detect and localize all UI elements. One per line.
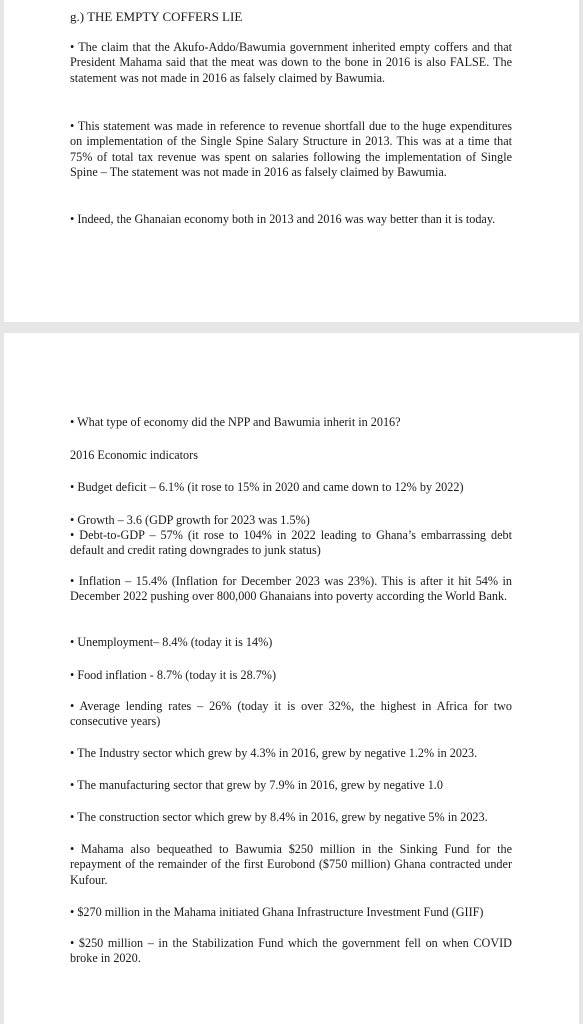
indicator-item: • Mahama also bequeathed to Bawumia $250 million in the Sinking Fund for the repayment of the remainder of the first Eurobond ($750 million) Ghana contracted under Kufour. [70, 842, 512, 887]
bullet-paragraph: • The claim that the Akufo-Addo/Bawumia government inherited empty coffers and that President Mahama said that the meat was down to the bone in 2016 is also FALSE. The statement was not made in 2016 as falsely claimed by Bawumia. [70, 40, 512, 85]
document-page-2 [4, 333, 579, 1024]
question-text: • What type of economy did the NPP and Bawumia inherit in 2016? [70, 415, 401, 429]
section-heading: g.) THE EMPTY COFFERS LIE [70, 9, 243, 24]
indicator-item: • Inflation – 15.4% (Inflation for December 2023 was 23%). This is after it hit 54% in December 2022 pushing over 800,000 Ghanaians into poverty according the World Bank. [70, 574, 512, 604]
indicator-item: • The construction sector which grew by 8.4% in 2016, grew by negative 5% in 2023. [70, 810, 488, 824]
indicator-item: • Average lending rates – 26% (today it is over 32%, the highest in Africa for two consecutive years) [70, 699, 512, 729]
indicator-item: • $270 million in the Mahama initiated Ghana Infrastructure Investment Fund (GIIF) [70, 905, 484, 919]
bullet-paragraph: • Indeed, the Ghanaian economy both in 2013 and 2016 was way better than it is today. [70, 212, 496, 226]
document-page-1 [4, 0, 579, 322]
indicator-item: • Growth – 3.6 (GDP growth for 2023 was 1.5%) [70, 513, 310, 527]
indicator-item: • Unemployment– 8.4% (today it is 14%) [70, 635, 273, 649]
indicator-item: • Food inflation - 8.7% (today it is 28.7%) [70, 668, 277, 682]
bullet-paragraph: • This statement was made in reference to revenue shortfall due to the huge expenditures on implementation of the Single Spine Salary Structure in 2013. This was at a time that 75% of total tax revenue was spent on salaries following the implementation of Single Spine – The statement was not made in 2016 as falsely claimed by Bawumia. [70, 119, 512, 180]
indicator-item: • The Industry sector which grew by 4.3% in 2016, grew by negative 1.2% in 2023. [70, 746, 478, 760]
subheading: 2016 Economic indicators [70, 448, 198, 462]
indicator-item: • Budget deficit – 6.1% (it rose to 15% in 2020 and came down to 12% by 2022) [70, 480, 464, 494]
indicator-item: • The manufacturing sector that grew by 7.9% in 2016, grew by negative 1.0 [70, 778, 443, 792]
indicator-item: • Debt-to-GDP – 57% (it rose to 104% in 2022 leading to Ghana’s embarrassing debt default and credit rating downgrades to junk status) [70, 528, 512, 558]
indicator-item: • $250 million – in the Stabilization Fund which the government fell on when COVID broke in 2020. [70, 936, 512, 966]
